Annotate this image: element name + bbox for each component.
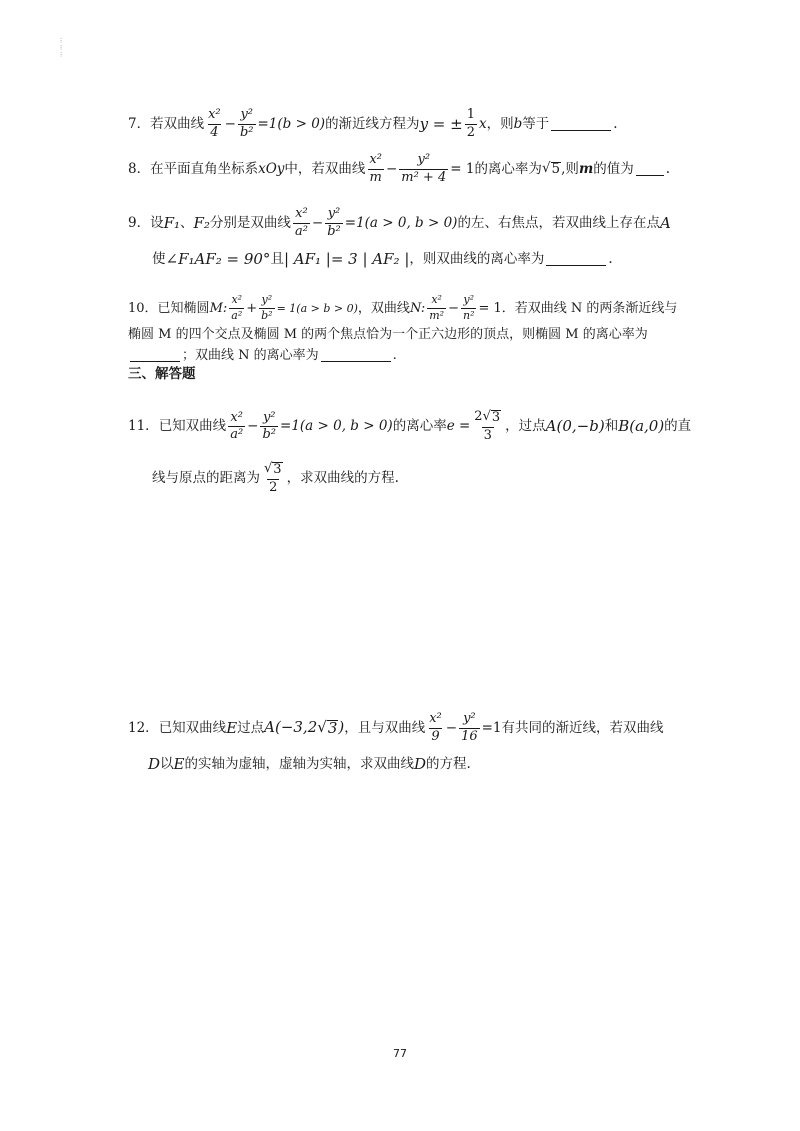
question-9 (128, 207, 710, 240)
variable: A (659, 213, 671, 232)
text: ，则 (486, 115, 514, 132)
denominator: a² (230, 427, 244, 443)
operator: − (311, 214, 324, 231)
point: B(a,0) (618, 417, 665, 436)
variable: b (513, 115, 523, 132)
text: ，且与双曲线 (344, 719, 426, 736)
question-number: 11． (128, 418, 159, 435)
equation: = 1 (450, 160, 475, 177)
operator: − (247, 418, 259, 435)
question-number: 12． (128, 719, 159, 736)
variable: xOy (258, 160, 285, 177)
numerator: x² (231, 293, 243, 306)
text: . (613, 115, 618, 132)
numerator: x² (429, 711, 442, 726)
text: 的值为 (593, 160, 634, 177)
text: 等于 (522, 115, 550, 132)
equation: | AF₁ |= 3 | AF₂ | (283, 250, 410, 268)
text: 的方程. (426, 755, 471, 772)
numerator: y² (261, 293, 273, 306)
answer-blank[interactable] (546, 253, 606, 266)
variable: E (173, 755, 185, 773)
equation: =1 (481, 719, 502, 736)
sqrt-expression: √ 5 (541, 160, 561, 178)
fraction (459, 712, 480, 745)
operator: + (246, 300, 258, 316)
question-10-line-3 (128, 349, 710, 362)
text: 过点 (237, 719, 265, 736)
fraction (367, 153, 384, 186)
denominator: b² (262, 427, 277, 443)
numerator: y² (463, 293, 475, 306)
fraction (259, 294, 274, 322)
denominator: m² (429, 308, 445, 322)
denominator: a² (231, 308, 243, 322)
question-number: 10． (128, 300, 158, 316)
text: 线与原点的距离为 (152, 470, 260, 487)
question-12-continued (148, 757, 710, 772)
variable: F₁ (163, 213, 181, 232)
text: 中，若双曲线 (284, 160, 366, 177)
text: . (608, 250, 613, 267)
point (264, 720, 344, 736)
fraction (238, 108, 256, 141)
denominator: b² (239, 124, 254, 140)
text: 的直 (664, 418, 692, 435)
fraction (325, 207, 343, 240)
text: 有共同的渐近线，若双曲线 (501, 719, 664, 736)
question-12 (128, 712, 710, 745)
text: 椭圆 M 的四个交点及椭圆 M 的两个焦点恰为一个正六边形的顶点，则椭圆 M 的离心率为 (128, 327, 648, 342)
text: 的离心率为 (474, 160, 542, 177)
section-3-heading (128, 368, 710, 382)
fraction (472, 410, 503, 444)
fraction (262, 462, 285, 496)
text: 设 (150, 214, 164, 231)
denominator: 2 (269, 479, 278, 495)
text: ，过点 (505, 418, 546, 435)
answer-blank[interactable] (636, 163, 664, 176)
fraction (228, 411, 245, 444)
section-title: 三、解答题 (128, 366, 196, 382)
numerator: 1 (466, 107, 475, 122)
text: 分别是双曲线 (209, 214, 291, 231)
text: ．若双曲线 N 的两条渐近线与 (501, 300, 678, 316)
text: ；双曲线 N 的离心率为 (182, 348, 319, 363)
radicand: 5 (551, 161, 561, 178)
text: . (665, 160, 671, 177)
fraction (427, 294, 446, 322)
question-11 (128, 410, 710, 444)
text: 以 (160, 755, 174, 772)
equation: = 1 (478, 300, 502, 316)
fraction (293, 207, 310, 240)
variable: x (479, 115, 487, 132)
condition: =1(b > 0) (257, 115, 326, 132)
denominator: a² (294, 223, 308, 239)
numerator: y² (417, 152, 431, 167)
denominator: b² (327, 223, 341, 239)
fraction (465, 108, 477, 141)
text: 的实轴为虚轴，虚轴为实轴，求双曲线 (184, 755, 414, 772)
variable: E (226, 718, 238, 737)
question-number: 8． (128, 160, 151, 177)
question-11-continued (152, 462, 710, 496)
question-number: 9． (128, 214, 151, 231)
numerator: x² (295, 206, 308, 221)
text: 且 (270, 250, 284, 267)
numerator: y² (240, 107, 253, 122)
numerator (472, 410, 503, 427)
numerator: x² (369, 152, 382, 167)
text: . (392, 348, 397, 363)
numerator: x² (208, 107, 221, 122)
denominator: 9 (431, 728, 440, 744)
question-8 (128, 153, 710, 186)
fraction (427, 712, 444, 745)
operator: − (445, 719, 458, 736)
text: ，则双曲线的离心率为 (409, 250, 545, 267)
variable: F₂ (193, 213, 210, 232)
fraction (399, 153, 448, 186)
equation: e = (446, 418, 471, 435)
variable: M: (209, 300, 228, 316)
answer-blank[interactable] (551, 118, 611, 131)
variable: D (413, 755, 427, 773)
point: A(0,−b) (545, 417, 605, 436)
numerator: y² (327, 206, 341, 221)
denominator: 16 (461, 728, 478, 744)
denominator: n² (462, 308, 475, 322)
condition: = 1(a > b > 0) (276, 301, 358, 315)
radicand: 3 (491, 410, 501, 425)
denominator: m² + 4 (401, 169, 447, 185)
denominator: b² (261, 308, 273, 322)
text: 的左、右焦点，若双曲线上存在点 (457, 214, 660, 231)
sqrt-expression: √ 3 (317, 718, 338, 738)
numerator: x² (431, 293, 442, 306)
variable: N: (409, 300, 426, 316)
text: 在平面直角坐标系 (150, 160, 259, 177)
sqrt-expression: √ 3 (482, 409, 501, 425)
denominator: 3 (483, 427, 492, 443)
operator: − (224, 115, 236, 132)
text: 、 (180, 214, 194, 231)
denominator: 4 (210, 124, 219, 140)
fraction (206, 108, 223, 141)
equation: y = ± (419, 114, 463, 133)
text: 已知双曲线 (158, 719, 227, 736)
sqrt-expression: √ 3 (264, 461, 282, 477)
condition: =1(a > 0, b > 0) (280, 418, 393, 435)
text: 使 (152, 250, 166, 267)
variable: m (578, 160, 594, 177)
question-10 (128, 294, 710, 322)
text: 的离心率 (392, 418, 447, 435)
operator: − (385, 160, 398, 177)
variable: D (148, 755, 161, 773)
numerator (262, 462, 285, 479)
text: 和 (604, 418, 619, 435)
text: 若双曲线 (150, 115, 205, 132)
text: ，求双曲线的方程. (286, 470, 399, 487)
question-10-line-2 (128, 328, 710, 341)
question-9-continued (152, 252, 710, 267)
binding-margin-mark: ⁝ ⁝ ⁝ (60, 37, 63, 59)
numerator: x² (230, 409, 243, 425)
question-number: 7． (128, 115, 151, 132)
equation: ∠F₁AF₂ = 90° (165, 250, 271, 268)
text: 已知双曲线 (158, 418, 227, 435)
numerator: y² (262, 409, 276, 425)
fraction (260, 411, 278, 444)
question-7 (128, 108, 710, 141)
text: 已知椭圆 (157, 300, 210, 316)
radicand: 3 (273, 462, 282, 477)
fraction (229, 294, 244, 322)
denominator: 2 (466, 124, 475, 140)
condition: =1(a > 0, b > 0) (344, 214, 458, 231)
numerator: y² (463, 711, 476, 726)
page-number: 77 (393, 1047, 407, 1060)
point-suffix: ) (338, 718, 345, 737)
denominator: m (369, 169, 382, 185)
text: 的渐近线方程为 (325, 115, 420, 132)
operator: − (448, 300, 459, 316)
text: ，双曲线 (357, 300, 410, 316)
coefficient: 2 (474, 409, 483, 424)
answer-blank[interactable] (130, 349, 180, 362)
text: ,则 (561, 160, 579, 177)
fraction (461, 294, 477, 322)
radicand: 3 (327, 719, 338, 738)
point-prefix: A(−3,2 (264, 718, 318, 737)
answer-blank[interactable] (321, 349, 391, 362)
